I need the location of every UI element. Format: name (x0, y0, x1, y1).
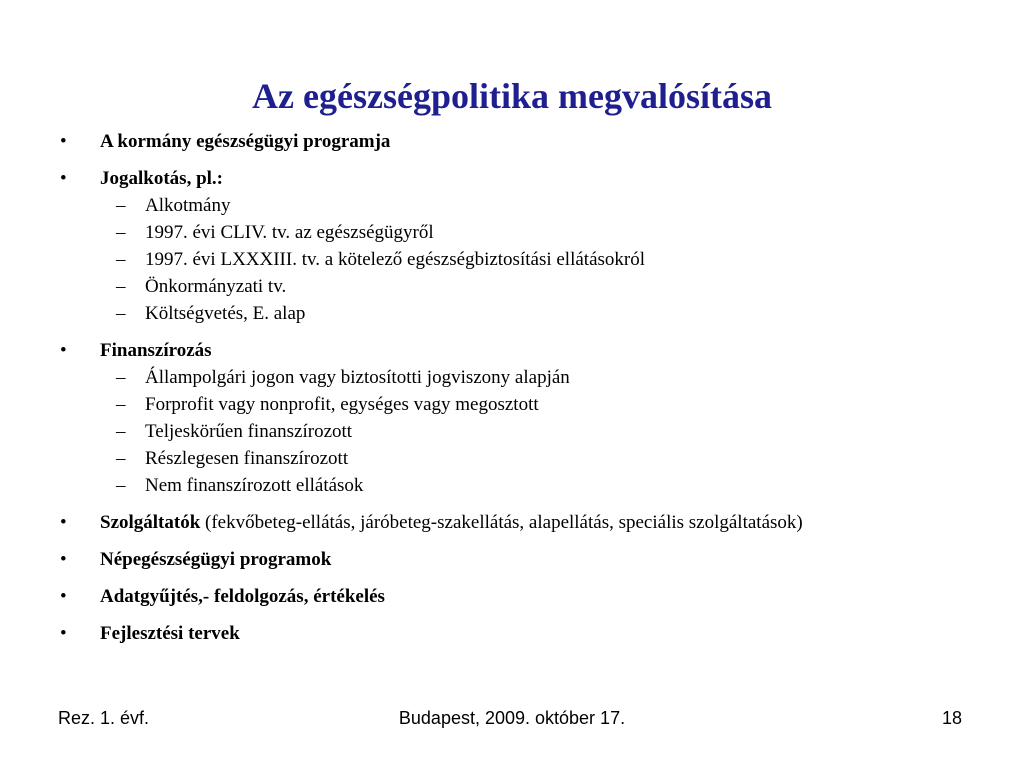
sub-item (60, 273, 1000, 300)
page-number: 18 (941, 708, 962, 728)
bullet-marker: • (60, 131, 67, 152)
sub-item (60, 192, 1000, 219)
bullet-item (60, 337, 1000, 364)
sub-item (60, 391, 1000, 418)
dash-marker: – (116, 222, 126, 243)
bullet-text: Finanszírozás (100, 340, 212, 361)
bullet-text: Fejlesztési tervek (100, 623, 240, 644)
bullet-text: Szolgáltatók (100, 512, 201, 533)
bullet-item (60, 165, 1000, 192)
sub-item-text: Költségvetés, E. alap (145, 303, 306, 324)
sub-item-text: Forprofit vagy nonprofit, egységes vagy megosztott (145, 394, 539, 415)
dash-marker: – (116, 448, 126, 469)
bullet-item (60, 620, 1000, 647)
bullet-marker: • (60, 623, 67, 644)
dash-marker: – (116, 249, 126, 270)
bullet-marker: • (60, 340, 67, 361)
sub-item (60, 219, 1000, 246)
bullet-item (60, 128, 1000, 155)
sub-item-text: Állampolgári jogon vagy biztosítotti jogviszony alapján (145, 367, 570, 388)
bullet-marker: • (60, 586, 67, 607)
dash-marker: – (116, 475, 126, 496)
footer-center: Budapest, 2009. október 17. (398, 708, 626, 728)
bullet-text-detail: (fekvőbeteg-ellátás, járóbeteg-szakellátás, alapellátás, speciális szolgáltatások) (200, 512, 803, 533)
sub-item-text: 1997. évi CLIV. tv. az egészségügyről (145, 222, 434, 243)
footer-left: Rez. 1. évf. (58, 708, 150, 728)
dash-marker: – (116, 367, 126, 388)
sub-item (60, 246, 1000, 273)
bullet-marker: • (60, 549, 67, 570)
bullet-item (60, 583, 1000, 610)
bullet-text: A kormány egészségügyi programja (100, 131, 391, 152)
dash-marker: – (116, 394, 126, 415)
sub-item (60, 300, 1000, 327)
dash-marker: – (116, 303, 126, 324)
sub-item (60, 445, 1000, 472)
sub-item-text: Teljeskörűen finanszírozott (145, 421, 353, 442)
sub-item (60, 364, 1000, 391)
sub-item (60, 418, 1000, 445)
sub-item-text: Nem finanszírozott ellátások (145, 475, 364, 496)
slide-content (60, 128, 1000, 647)
dash-marker: – (116, 276, 126, 297)
sub-item-text: 1997. évi LXXXIII. tv. a kötelező egészségbiztosítási ellátásokról (145, 249, 646, 270)
bullet-text: Népegészségügyi programok (100, 549, 332, 570)
dash-marker: – (116, 195, 126, 216)
bullet-item (60, 509, 1000, 536)
bullet-item (60, 546, 1000, 573)
dash-marker: – (116, 421, 126, 442)
sub-item (60, 472, 1000, 499)
bullet-text: Adatgyűjtés,- feldolgozás, értékelés (100, 586, 385, 607)
sub-item-text: Önkormányzati tv. (145, 276, 287, 297)
bullet-marker: • (60, 512, 67, 533)
sub-item-text: Alkotmány (145, 195, 231, 216)
sub-item-text: Részlegesen finanszírozott (145, 448, 349, 469)
bullet-text: Jogalkotás, pl.: (100, 168, 223, 189)
slide-title: Az egészségpolitika megvalósítása (252, 76, 772, 116)
bullet-marker: • (60, 168, 67, 189)
